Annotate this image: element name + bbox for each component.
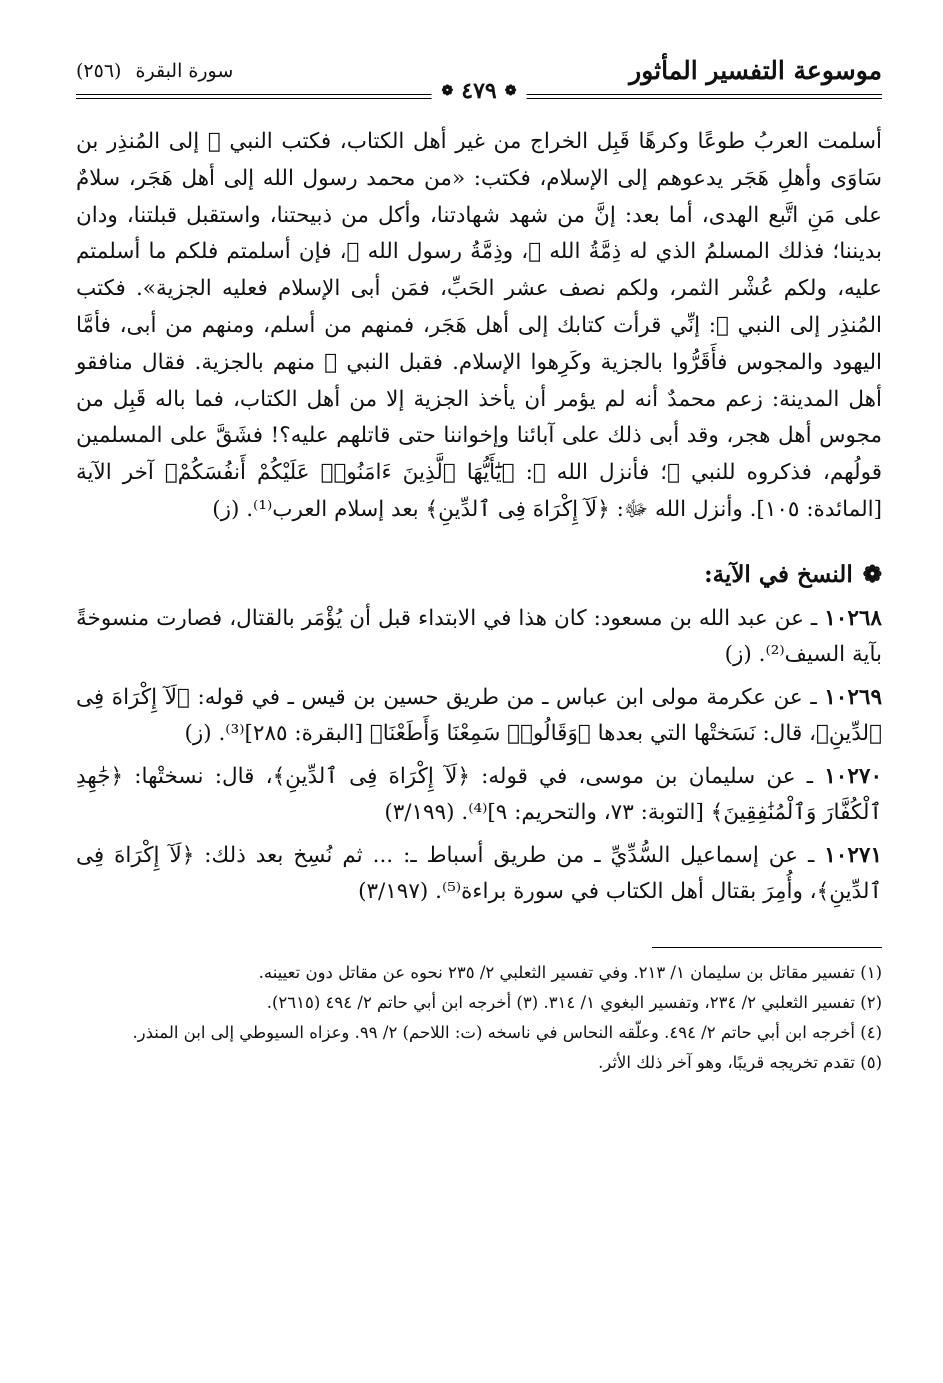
footnote: (٢) تفسير الثعلبي ٢/ ٢٣٤، وتفسير البغوي ١/ ٣١٤. (٣) أخرجه ابن أبي حاتم ٢/ ٤٩٤ (٢٦١٥). [266, 992, 882, 1012]
ornament-icon: ❁ [504, 83, 517, 99]
footnote: (١) تفسير مقاتل بن سليمان ١/ ٢١٣. وفي تفسير الثعلبي ٢/ ٢٣٥ نحوه عن مقاتل دون تعيينه. [258, 962, 882, 982]
entry-number: ١٠٢٧٠ [824, 763, 882, 789]
book-title: موسوعة التفسير المأثور [629, 56, 882, 85]
footnote: (٤) أخرجه ابن أبي حاتم ٢/ ٤٩٤. وعلّقه النحاس في ناسخه (ت: اللاحم) ٢/ ٩٩. وعزاه السيوطي إلى ابن المنذر. [132, 1022, 882, 1042]
entry-text: ـ عن عكرمة مولى ابن عباس ـ من طريق حسين بن قيس ـ في قوله: ﴿لَآ إِكْرَاهَ فِى ٱلدِّينِ﴾، قال: نَسَختْها التي بعدها ﴿وَقَالُوا۟ سَمِعْنَا وَأَطَعْنَا﴾ [البقرة: ٢٨٥]⁽³⁾. (ز) [76, 684, 882, 747]
section-heading-text: النسخ في الآية: [704, 560, 853, 588]
entry-number: ١٠٢٦٩ [824, 684, 882, 710]
surah-label [76, 60, 233, 82]
entry-10268 [76, 601, 882, 674]
section-ornament-icon: ❁ [862, 560, 882, 588]
section-heading [76, 555, 882, 595]
footnote: (٥) تقدم تخريجه قريبًا، وهو آخر ذلك الأثر. [598, 1052, 882, 1072]
surah-name: سورة البقرة [135, 60, 234, 82]
entry-10270 [76, 759, 882, 832]
ornament-icon: ❁ [441, 83, 454, 99]
entry-number: ١٠٢٦٨ [824, 605, 882, 631]
entry-text: ـ عن إسماعيل السُّدِّيِّ ـ من طريق أسباط ـ: ... ثم نُسِخ بعد ذلك: ﴿لَآ إِكْرَاهَ فِى ٱلدِّينِ﴾، وأُمِرَ بقتال أهل الكتاب في سورة براءة⁽⁵⁾. (٣/١٩٧) [76, 842, 882, 905]
page-number: ٤٧٩ [461, 78, 497, 104]
entry-number: ١٠٢٧١ [824, 842, 882, 868]
main-paragraph: أسلمت العربُ طوعًا وكرهًا قَبِل الخراج من غير أهل الكتاب، فكتب النبي ﷺ إلى المُنذِر بن سَاوَى وأهلِ هَجَر يدعوهم إلى الإسلام، فكتب: «من محمد رسول الله إلى أهل هَجَر، سلامٌ على مَنِ اتَّبع الهدى، أما بعد: إنَّ من شهد شهادتنا، وأكل من ذبيحتنا، واستقبل قبلتنا، ودان بديننا؛ فذلك المسلمُ الذي له ذِمَّةُ الله ﷻ، وذِمَّةُ رسول الله ﷺ، فإن أسلمتم فلكم ما أسلمتم عليه، ولكم عُشْر الثمر، ولكم نصف عشر الحَبِّ، فمَن أبى الإسلام فعليه الجزية». فكتب المُنذِر إلى النبي ﷺ: إنِّي قرأت كتابك إلى أهل هَجَر، فمنهم من أسلم، ومنهم من أبى، فأمَّا اليهود والمجوس فأَقَرُّوا بالجزية وكَرِهوا الإسلام. فقبل النبي ﷺ منهم بالجزية. فقال منافقو أهل المدينة: زعم محمدٌ أنه لم يؤمر أن يأخذ الجزية إلا من أهل الكتاب، فما باله قَبِل من مجوس أهل هجر، وقد أبى ذلك على آبائنا وإخواننا حتى قاتلهم عليه؟! فشَقَّ على المسلمين قولُهم، فذكروه للنبي ﷺ؛ فأنزل الله ﷻ: ﴿يَٰٓأَيُّهَا ٱلَّذِينَ ءَامَنُوا۟ عَلَيْكُمْ أَنفُسَكُمْ﴾ آخر الآية [المائدة: ١٠٥]. وأنزل الله ﷻ: ﴿لَآ إِكْرَاهَ فِى ٱلدِّينِ﴾ بعد إسلام العرب⁽¹⁾. (ز) [76, 129, 882, 522]
page [76, 52, 882, 1078]
entry-text: ـ عن عبد الله بن مسعود: كان هذا في الابتداء قبل أن يُؤْمَر بالقتال، فصارت منسوخةً بآية السيف⁽²⁾. (ز) [76, 605, 882, 668]
entry-10271 [76, 838, 882, 911]
verse-number: (٢٥٦) [76, 60, 122, 82]
footnotes [76, 958, 882, 1078]
entry-10269 [76, 680, 882, 753]
footnote-divider [652, 947, 882, 948]
page-number-box [432, 78, 527, 104]
page-header [76, 52, 882, 102]
entry-text: ـ عن سليمان بن موسى، في قوله: ﴿لَآ إِكْرَاهَ فِى ٱلدِّينِ﴾، قال: نسختْها: ﴿جَٰهِدِ ٱلْكُفَّارَ وَٱلْمُنَٰفِقِينَ﴾ [التوبة: ٧٣، والتحريم: ٩]⁽⁴⁾. (٣/١٩٩) [76, 763, 882, 826]
